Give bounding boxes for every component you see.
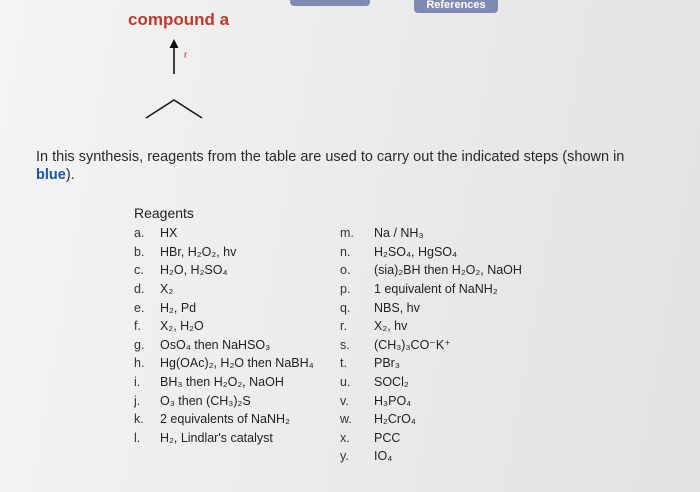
reagent-letter: n. xyxy=(340,244,351,259)
reagent-text: X₂ xyxy=(160,282,174,297)
reagent-text: NBS, hv xyxy=(374,300,420,315)
reagent-text: (CH₃)₃CO⁻K⁺ xyxy=(374,338,451,353)
reagent-letter: q. xyxy=(340,300,351,315)
reagent-letter: w. xyxy=(340,412,352,427)
reagent-row xyxy=(134,354,314,373)
reagent-letter: j. xyxy=(134,393,141,408)
reagent-text: H₂O, H₂SO₄ xyxy=(160,263,228,278)
reagent-text: SOCl₂ xyxy=(374,375,409,390)
alkene-skeleton xyxy=(146,100,202,118)
reagent-row xyxy=(340,354,522,373)
reagent-text: BH₃ then H₂O₂, NaOH xyxy=(160,375,284,390)
reagent-row xyxy=(340,261,522,280)
reagent-text: H₂, Pd xyxy=(160,300,197,315)
reagent-letter: c. xyxy=(134,263,144,278)
reagent-text: X₂, hv xyxy=(374,319,408,334)
reagent-row xyxy=(134,298,314,317)
reagent-letter: t. xyxy=(340,356,347,371)
reagent-row xyxy=(340,410,522,429)
reagent-text: PBr₃ xyxy=(374,356,400,371)
reagent-letter: u. xyxy=(340,375,351,390)
reagent-text: 2 equivalents of NaNH₂ xyxy=(160,412,290,427)
reagent-text: 1 equivalent of NaNH₂ xyxy=(374,282,498,297)
intro-text-start: In this synthesis, reagents from the table are used to carry out the indicated steps (shown in xyxy=(36,149,625,165)
reagent-row xyxy=(134,373,314,392)
reagent-text: (sia)₂BH then H₂O₂, NaOH xyxy=(374,263,522,278)
arrow-label: r xyxy=(184,50,188,61)
reagents-list-left xyxy=(134,224,314,447)
reagent-row xyxy=(340,243,522,262)
reagent-row xyxy=(340,298,522,317)
reagent-row xyxy=(340,317,522,336)
compound-title: compound a xyxy=(128,10,230,29)
reagent-row xyxy=(134,317,314,336)
reagent-text: OsO₄ then NaHSO₃ xyxy=(160,337,271,352)
intro-text-end: ). xyxy=(65,167,75,183)
reagent-letter: l. xyxy=(134,430,141,445)
reagent-letter: g. xyxy=(134,337,145,352)
reagent-text: IO₄ xyxy=(374,449,393,464)
reagent-row xyxy=(134,261,314,280)
reagent-row xyxy=(134,280,314,299)
reagent-letter: o. xyxy=(340,263,351,278)
review-topics-tab[interactable] xyxy=(290,0,370,6)
reagent-row xyxy=(340,224,522,243)
reagent-row xyxy=(134,391,314,410)
reagent-row xyxy=(340,336,522,355)
reagent-text: Na / NH₃ xyxy=(374,226,424,241)
reagent-text: H₂SO₄, HgSO₄ xyxy=(374,244,458,259)
reagent-row xyxy=(340,447,522,466)
reagent-letter: k. xyxy=(134,412,144,427)
reagent-text: HX xyxy=(160,226,178,241)
reagent-row xyxy=(134,243,314,262)
reagent-letter: v. xyxy=(340,393,349,408)
reagent-text: HBr, H₂O₂, hv xyxy=(160,244,237,259)
reagent-row xyxy=(134,429,314,448)
references-button[interactable]: References xyxy=(414,0,498,13)
reagent-letter: i. xyxy=(134,375,141,390)
reagent-row xyxy=(340,280,522,299)
reagent-row xyxy=(340,373,522,392)
reagents-title: Reagents xyxy=(134,205,194,221)
reagent-text: X₂, H₂O xyxy=(160,319,204,334)
reagent-text: H₂, Lindlar's catalyst xyxy=(160,430,273,445)
compound-structure xyxy=(140,36,220,126)
reagents-list-right xyxy=(340,224,522,466)
reagent-letter: f. xyxy=(134,319,141,334)
reagent-row xyxy=(134,410,314,429)
reagent-row xyxy=(134,224,314,243)
reagent-letter: p. xyxy=(340,282,351,297)
reagent-text: PCC xyxy=(374,430,401,445)
reagent-letter: s. xyxy=(340,337,350,352)
reagent-letter: a. xyxy=(134,226,145,241)
reagent-letter: r. xyxy=(340,319,347,334)
reagent-letter: x. xyxy=(340,430,350,445)
reagent-letter: d. xyxy=(134,282,145,297)
reagent-text: O₃ then (CH₃)₂S xyxy=(160,393,251,408)
reagent-letter: b. xyxy=(134,244,145,259)
intro-highlight: blue xyxy=(36,167,66,183)
reagent-letter: h. xyxy=(134,356,145,371)
reagent-letter: y. xyxy=(340,449,349,464)
reagent-text: H₂CrO₄ xyxy=(374,412,416,427)
arrow-head xyxy=(170,39,179,48)
instructions-text xyxy=(36,148,656,184)
reagent-row xyxy=(340,429,522,448)
reagent-letter: e. xyxy=(134,300,145,315)
reagent-text: Hg(OAc)₂, H₂O then NaBH₄ xyxy=(160,356,314,371)
reagent-text: H₃PO₄ xyxy=(374,393,412,408)
reagent-row xyxy=(134,336,314,355)
reagent-row xyxy=(340,391,522,410)
reagent-letter: m. xyxy=(340,226,354,241)
